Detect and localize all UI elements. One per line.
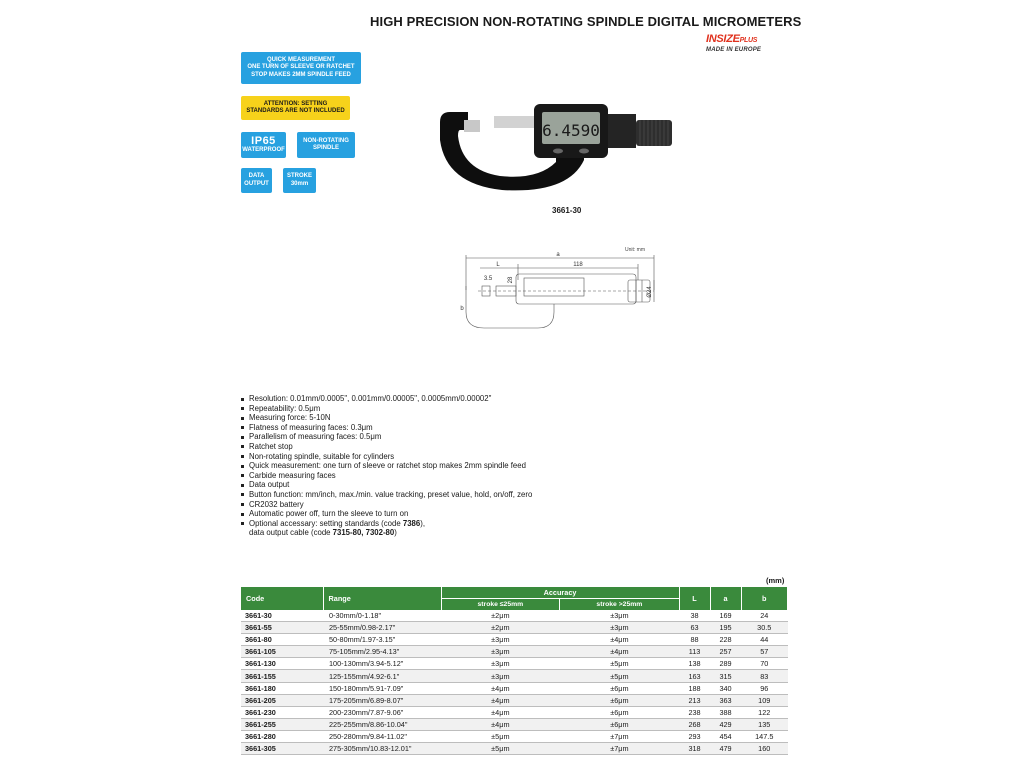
feature-item: Flatness of measuring faces: 0.3μm — [240, 423, 532, 433]
header-acc-high: stroke >25mm — [560, 599, 679, 611]
table-cell: 429 — [710, 718, 741, 730]
dim-L: L — [496, 262, 500, 268]
table-cell: 275-305mm/10.83-12.01" — [323, 743, 441, 755]
badge-line: STOP MAKES 2MM SPINDLE FEED — [251, 71, 351, 78]
table-cell: 169 — [710, 610, 741, 622]
badge-line: SPINDLE — [312, 145, 339, 151]
table-cell: 70 — [741, 658, 787, 670]
table-cell: 3661-105 — [241, 646, 323, 658]
table-cell: 150-180mm/5.91-7.09" — [323, 682, 441, 694]
table-cell: ±7μm — [560, 730, 679, 742]
header-code: Code — [241, 587, 323, 610]
table-cell: ±2μm — [441, 622, 560, 634]
table-cell: 3661-255 — [241, 718, 323, 730]
dim-28: 28 — [508, 276, 514, 284]
table-cell: 318 — [679, 743, 710, 755]
feature-item: CR2032 battery — [240, 500, 532, 510]
table-cell: 38 — [679, 610, 710, 622]
header-L: L — [679, 587, 710, 610]
table-row — [241, 646, 788, 658]
spec-table — [241, 587, 788, 755]
badge-sub: WATERPROOF — [242, 146, 285, 153]
spec-table-body — [241, 610, 788, 755]
badge-line: STANDARDS ARE NOT INCLUDED — [246, 108, 345, 114]
accessory-text: Optional accessary: setting standards (code — [249, 518, 403, 528]
table-cell: ±3μm — [441, 634, 560, 646]
lcd-reading: 6.4590 — [542, 121, 600, 140]
table-cell: 293 — [679, 730, 710, 742]
feature-item-accessory — [240, 519, 532, 529]
feature-item: Repeatability: 0.5μm — [240, 404, 532, 414]
table-cell: ±7μm — [560, 743, 679, 755]
table-cell: ±4μm — [441, 694, 560, 706]
header-b: b — [741, 587, 787, 610]
dim-24: Ø24 — [647, 286, 653, 298]
table-cell: 454 — [710, 730, 741, 742]
badge-line: ATTENTION: SETTING — [263, 100, 328, 107]
table-cell: ±3μm — [441, 646, 560, 658]
table-cell: ±5μm — [560, 670, 679, 682]
spindle — [494, 116, 538, 128]
feature-item: Non-rotating spindle, suitable for cylinders — [240, 452, 532, 462]
table-cell: 289 — [710, 658, 741, 670]
brand-tagline: MADE IN EUROPE — [706, 47, 762, 53]
feature-item: Carbide measuring faces — [240, 471, 532, 481]
table-cell: 138 — [679, 658, 710, 670]
table-cell: ±4μm — [441, 682, 560, 694]
table-cell: 363 — [710, 694, 741, 706]
dim-b: b — [460, 306, 464, 312]
unit-label: Unit: mm — [625, 247, 645, 253]
table-cell: 113 — [679, 646, 710, 658]
table-cell: 147.5 — [741, 730, 787, 742]
table-cell: 75-105mm/2.95-4.13" — [323, 646, 441, 658]
table-row — [241, 670, 788, 682]
table-cell: 257 — [710, 646, 741, 658]
accessory-text: ), — [420, 518, 425, 528]
dim-3-5: 3.5 — [483, 276, 493, 282]
table-cell: ±4μm — [441, 706, 560, 718]
non-rotating-badge — [297, 132, 355, 158]
feature-list — [240, 394, 532, 538]
table-cell: 3661-280 — [241, 730, 323, 742]
table-cell: 479 — [710, 743, 741, 755]
table-cell: 3661-180 — [241, 682, 323, 694]
feature-item: Automatic power off, turn the sleeve to turn on — [240, 509, 532, 519]
header-acc-low: stroke ≤25mm — [441, 599, 560, 611]
accessory-text: ) — [394, 528, 397, 538]
feature-item: Resolution: 0.01mm/0.0005", 0.001mm/0.00005", 0.0005mm/0.00002" — [240, 394, 532, 404]
stroke-badge — [283, 168, 316, 193]
ip65-badge — [241, 132, 286, 158]
thimble — [636, 120, 672, 146]
table-cell: ±6μm — [560, 706, 679, 718]
table-cell: 340 — [710, 682, 741, 694]
table-cell: 3661-55 — [241, 622, 323, 634]
table-row — [241, 743, 788, 755]
header-range: Range — [323, 587, 441, 610]
accessory-text: data output cable (code — [249, 528, 333, 538]
table-cell: 3661-230 — [241, 706, 323, 718]
table-cell: 122 — [741, 706, 787, 718]
badge-line: OUTPUT — [244, 180, 269, 187]
badge-main: IP65 — [251, 134, 276, 147]
table-cell: 135 — [741, 718, 787, 730]
table-cell: 3661-130 — [241, 658, 323, 670]
table-cell: ±5μm — [441, 730, 560, 742]
quick-measurement-badge — [241, 52, 361, 84]
table-cell: 225-255mm/8.86-10.04" — [323, 718, 441, 730]
header-accuracy: Accuracy — [441, 587, 679, 599]
table-cell: 160 — [741, 743, 787, 755]
table-cell: 175-205mm/6.89-8.07" — [323, 694, 441, 706]
table-unit-note: (mm) — [766, 576, 785, 585]
table-cell: 213 — [679, 694, 710, 706]
brand-sticker-icon — [512, 156, 528, 172]
table-cell: ±5μm — [560, 658, 679, 670]
table-cell: 25-55mm/0.98-2.17" — [323, 622, 441, 634]
table-cell: 96 — [741, 682, 787, 694]
badge-line: ONE TURN OF SLEEVE OR RATCHET — [247, 64, 355, 71]
table-cell: 125-155mm/4.92-6.1" — [323, 670, 441, 682]
button-icon — [579, 149, 589, 154]
badge-line: 30mm — [290, 180, 309, 187]
anvil — [464, 120, 480, 132]
photo-caption: 3661-30 — [552, 206, 582, 215]
table-cell: 3661-80 — [241, 634, 323, 646]
table-cell: 200-230mm/7.87-9.06" — [323, 706, 441, 718]
micrometer-photo — [438, 100, 678, 194]
table-cell: ±6μm — [560, 682, 679, 694]
header-a: a — [710, 587, 741, 610]
table-cell: ±5μm — [441, 743, 560, 755]
feature-item: Ratchet stop — [240, 442, 532, 452]
table-cell: 0-30mm/0-1.18" — [323, 610, 441, 622]
table-cell: ±3μm — [560, 622, 679, 634]
table-row — [241, 730, 788, 742]
table-cell: ±3μm — [441, 658, 560, 670]
table-cell: 250-280mm/9.84-11.02" — [323, 730, 441, 742]
table-cell: 24 — [741, 610, 787, 622]
table-cell: 100-130mm/3.94-5.12" — [323, 658, 441, 670]
table-cell: 3661-305 — [241, 743, 323, 755]
dim-118: 118 — [573, 262, 583, 268]
data-output-badge — [241, 168, 272, 193]
table-cell: ±3μm — [560, 610, 679, 622]
table-cell: 3661-155 — [241, 670, 323, 682]
table-cell: 3661-205 — [241, 694, 323, 706]
table-cell: 50-80mm/1.97-3.15" — [323, 634, 441, 646]
table-row — [241, 622, 788, 634]
feature-item-accessory-cont — [240, 528, 532, 538]
table-row — [241, 634, 788, 646]
table-cell: ±6μm — [560, 694, 679, 706]
table-row — [241, 706, 788, 718]
table-cell: 57 — [741, 646, 787, 658]
table-cell: 388 — [710, 706, 741, 718]
table-cell: 188 — [679, 682, 710, 694]
table-cell: 44 — [741, 634, 787, 646]
feature-item: Button function: mm/inch, max./min. value tracking, preset value, hold, on/off, zero — [240, 490, 532, 500]
table-row — [241, 682, 788, 694]
attention-badge — [241, 96, 350, 120]
table-cell: ±3μm — [441, 670, 560, 682]
feature-item: Data output — [240, 480, 532, 490]
dim-a: a — [556, 252, 560, 258]
feature-item: Measuring force: 5-10N — [240, 413, 532, 423]
table-cell: 163 — [679, 670, 710, 682]
accessory-code: 7315-80, 7302-80 — [332, 528, 395, 538]
accessory-code: 7386 — [402, 518, 421, 528]
table-cell: 228 — [710, 634, 741, 646]
table-cell: ±4μm — [560, 646, 679, 658]
table-cell: 315 — [710, 670, 741, 682]
table-cell: 195 — [710, 622, 741, 634]
table-cell: 109 — [741, 694, 787, 706]
badge-line: STROKE — [286, 173, 312, 179]
table-cell: ±4μm — [441, 718, 560, 730]
feature-item: Quick measurement: one turn of sleeve or ratchet stop makes 2mm spindle feed — [240, 461, 532, 471]
page-title: HIGH PRECISION NON-ROTATING SPINDLE DIGITAL MICROMETERS — [370, 14, 802, 29]
button-icon — [553, 149, 563, 154]
table-row — [241, 694, 788, 706]
table-cell: ±6μm — [560, 718, 679, 730]
feature-item: Parallelism of measuring faces: 0.5μm — [240, 432, 532, 442]
table-row — [241, 610, 788, 622]
badge-line: QUICK MEASUREMENT — [266, 56, 335, 63]
technical-drawing — [458, 250, 658, 336]
table-cell: ±4μm — [560, 634, 679, 646]
brand-logo — [706, 34, 790, 56]
table-cell: 88 — [679, 634, 710, 646]
table-cell: 83 — [741, 670, 787, 682]
table-row — [241, 658, 788, 670]
table-cell: 63 — [679, 622, 710, 634]
brand-name: INSIZEPLUS — [706, 33, 758, 45]
table-cell: 268 — [679, 718, 710, 730]
table-cell: 238 — [679, 706, 710, 718]
badge-line: DATA — [248, 173, 265, 179]
table-row — [241, 718, 788, 730]
table-cell: ±2μm — [441, 610, 560, 622]
sleeve — [608, 114, 636, 148]
table-cell: 3661-30 — [241, 610, 323, 622]
table-cell: 30.5 — [741, 622, 787, 634]
badge-line: NON-ROTATING — [303, 137, 349, 144]
